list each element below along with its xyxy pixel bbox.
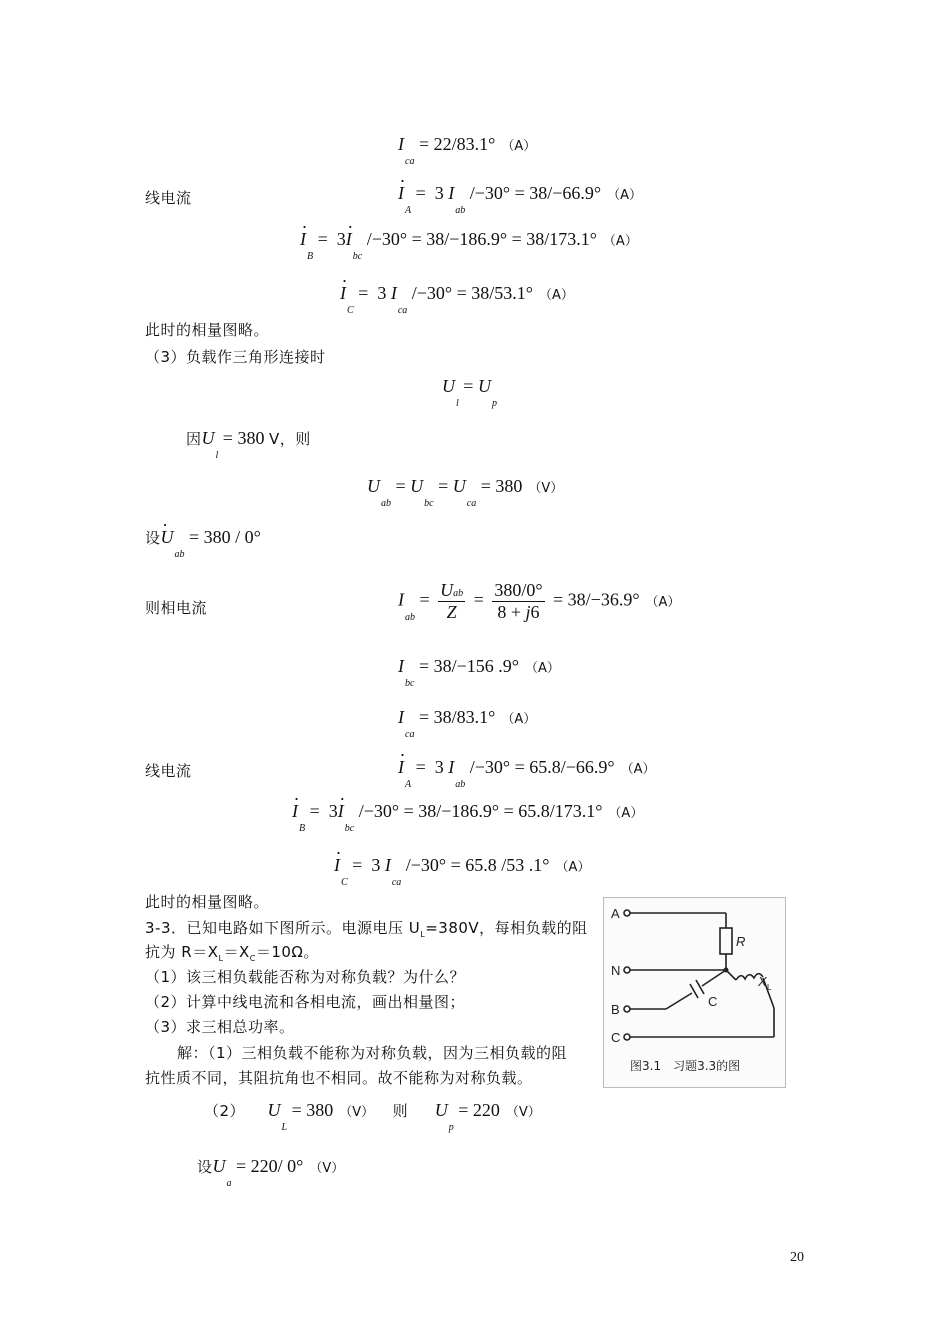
- label-node-n: N: [611, 963, 621, 978]
- label-r: R: [736, 934, 746, 949]
- terminal-a: [624, 910, 630, 916]
- capacitor-plate-1: [690, 984, 698, 998]
- terminal-n: [624, 967, 630, 973]
- eq-ica-star: $I_{ca} = 22/83.1^\circ$ （A）: [398, 134, 537, 167]
- text-phasor-omitted-2: 此时的相量图略。: [145, 893, 270, 911]
- terminal-c: [624, 1034, 630, 1040]
- eq-ul-up: $U_l = U_p$: [442, 376, 497, 409]
- circuit-diagram: [604, 898, 785, 1087]
- eq-ul-up-values: （2） $U_L = 380$ （V） 则 $U_p = 220$ （V）: [204, 1100, 541, 1133]
- text-delta-connection: （3）负载作三角形连接时: [145, 348, 326, 366]
- label-capacitor: C: [708, 994, 718, 1009]
- problem-3-3-line1: 3-3．已知电路如下图所示。电源电压 $U_L=380V$，每相负载的阻: [145, 919, 588, 939]
- eq-ic-star: · $I_C = 3$ $I_{ca}$ /−30° = 38/53.1° （A）: [340, 283, 574, 304]
- label-node-a: A: [611, 906, 620, 921]
- circuit-figure: [603, 897, 786, 1088]
- label-node-c: C: [611, 1030, 621, 1045]
- eq-ib-star: · $I_B = 3\cdot I_{bc}$ /−30° = 38/−186.9° = 38/173.1° （A）: [300, 229, 638, 250]
- label-phase-current: 则相电流: [145, 599, 208, 617]
- text-phasor-omitted-1: 此时的相量图略。: [145, 321, 270, 339]
- eq-since-ul: 因$U_l = 380$ V，则: [186, 428, 311, 461]
- answer-line2: 抗性质不同，其阻抗角也不相同。故不能称为对称负载。: [145, 1069, 533, 1087]
- label-line-current-2: 线电流: [145, 762, 192, 780]
- eq-iab-delta: $I_{ab}$ = $\frac{\text{Uab}}{Z}$ = $\frac{380/0^\circ}{8 + j6}$ = 38/−36.9° （A）: [398, 580, 681, 623]
- capacitor-plate-2: [696, 980, 704, 994]
- label-node-b: B: [611, 1002, 620, 1017]
- neutral-node: [724, 968, 729, 973]
- question-1: （1）该三相负载能否称为对称负载？为什么？: [145, 968, 466, 986]
- answer-line1: 解：（1）三相负载不能称为对称负载，因为三相负载的阻: [177, 1044, 568, 1062]
- problem-3-3-line2: 抗为 $R=X_L=X_C=10\Omega$。: [145, 943, 319, 963]
- label-xl: X: [758, 974, 767, 989]
- eq-set-ua: 设$U_a = 220/$ 0° （V）: [197, 1156, 345, 1189]
- eq-ibc-delta: $I_{bc} = 38/-156$ .9° （A）: [398, 656, 560, 689]
- eq-ia-delta: · $I_A = 3$ $I_{ab}$ /−30° = 65.8/−66.9° （A）: [398, 757, 656, 778]
- label-xl-sub: L: [767, 983, 772, 992]
- eq-ia-star: · $I_A = 3$ $I_{ab}$ /−30° = 38/−66.9° （A）: [398, 183, 642, 204]
- resistor-r: [720, 928, 732, 954]
- eq-set-uab: 设· $U_{ab} = 380 / 0^\circ$: [145, 527, 261, 548]
- question-3: （3）求三相总功率。: [145, 1018, 295, 1036]
- question-2: （2）计算中线电流和各相电流，画出相量图；: [145, 993, 466, 1011]
- eq-uab-ubc-uca: $U_{ab} = U_{bc} = U_{ca} = 380$ （V）: [367, 476, 564, 509]
- terminal-b: [624, 1006, 630, 1012]
- eq-ib-delta: · $I_B = 3\cdot I_{bc}$ /−30° = 38/−186.9° = 65.8/173.1° （A）: [292, 801, 643, 822]
- eq-ica-delta: $I_{ca} = 38/83.1^\circ$ （A）: [398, 707, 537, 740]
- page-number: 20: [790, 1250, 804, 1265]
- label-line-current: 线电流: [145, 189, 192, 207]
- eq-ic-delta: · $I_C = 3$ $I_{ca}$ /−30° = 65.8 /53 .1° （A）: [334, 855, 590, 876]
- figure-caption: 图3.1 习题3.3的图: [630, 1059, 741, 1073]
